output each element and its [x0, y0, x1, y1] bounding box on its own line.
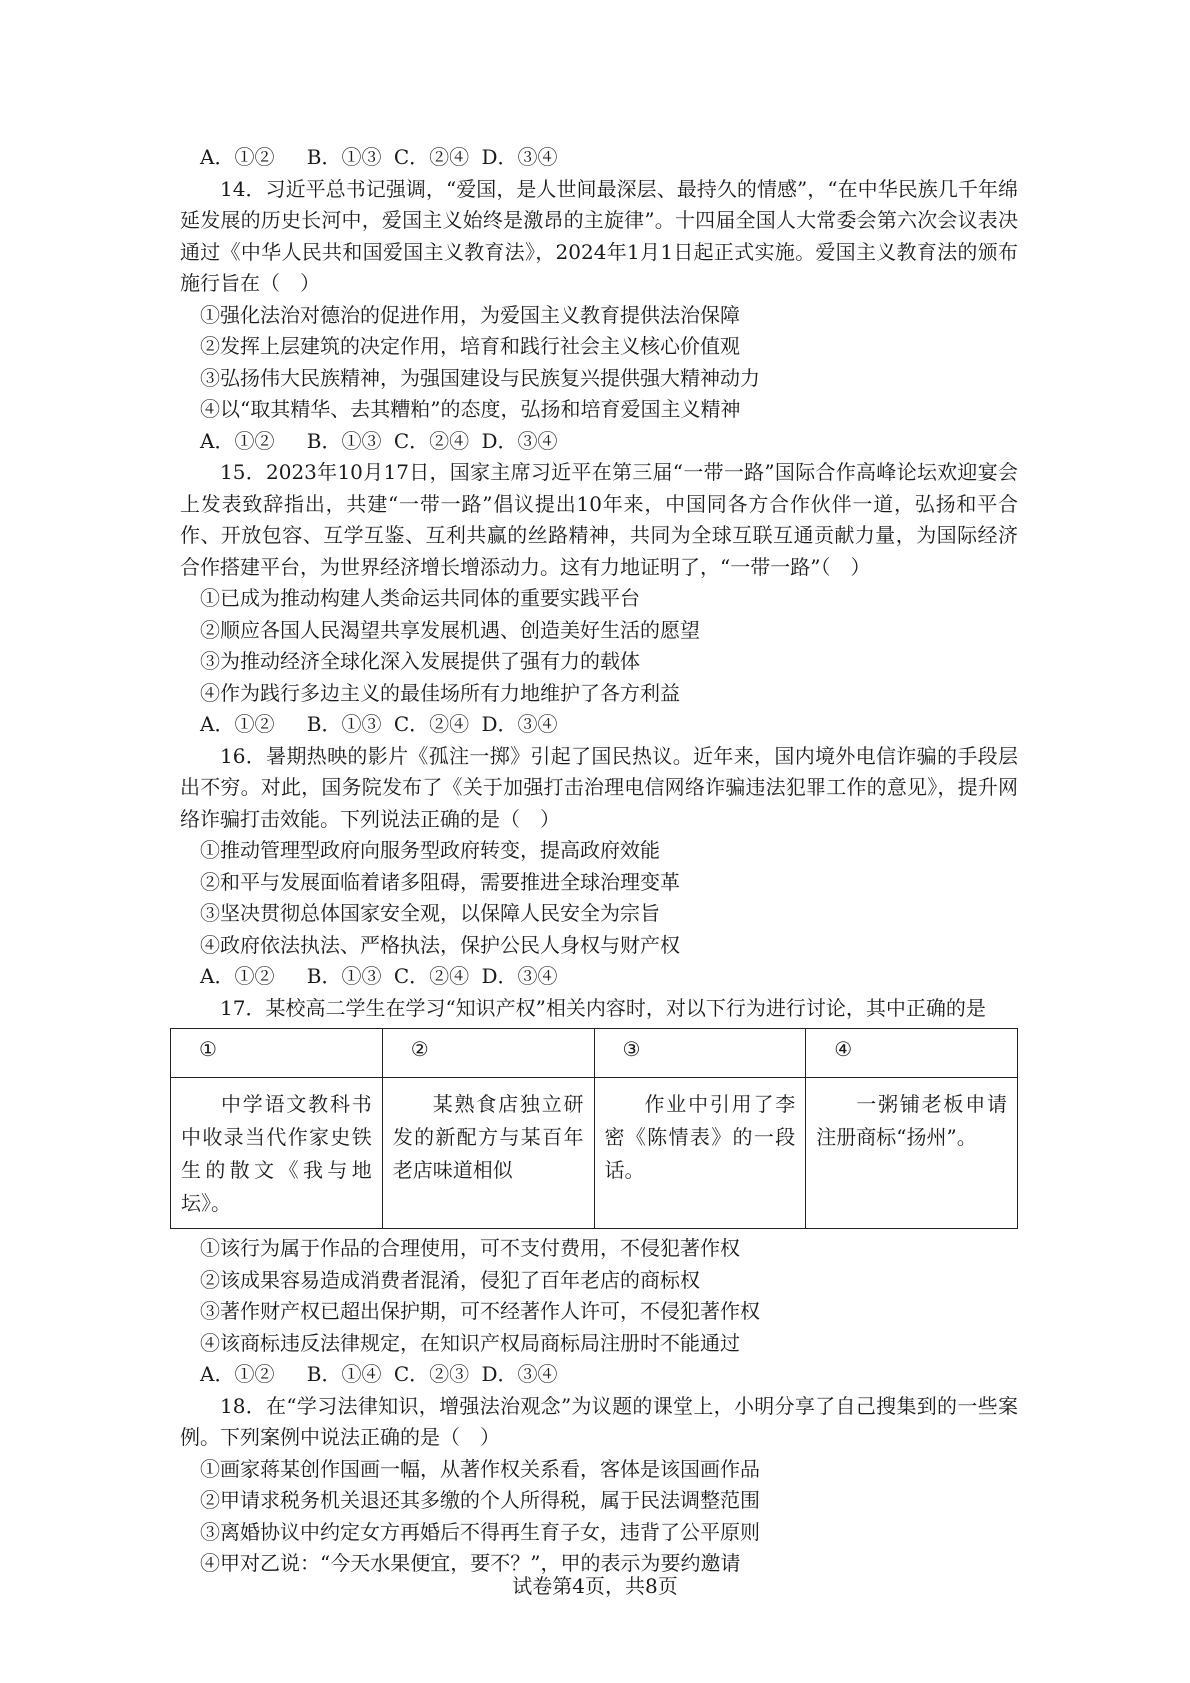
question-16-statement-1: ①推动管理型政府向服务型政府转变，提高政府效能 [200, 838, 660, 862]
question-17-statement-3: ③著作财产权已超出保护期，可不经著作人许可，不侵犯著作权 [200, 1299, 760, 1323]
table-row [171, 1078, 1018, 1229]
question-18-stem: 18．在“学习法律知识，增强法治观念”为议题的课堂上，小明分享了自己搜集到的一些案例。下列案例中说法正确的是（ ） [180, 1393, 1018, 1449]
question-17-stem: 17．某校高二学生在学习“知识产权”相关内容时，对以下行为进行讨论，其中正确的是 [220, 995, 986, 1020]
question-14-statement-2: ②发挥上层建筑的决定作用，培育和践行社会主义核心价值观 [200, 334, 740, 358]
question-17-statement-4: ④该商标违反法律规定，在知识产权局商标局注册时不能通过 [200, 1330, 740, 1355]
table-cell-4 [806, 1078, 1018, 1229]
question-14-stem: 14．习近平总书记强调，“爱国，是人世间最深层、最持久的情感”，“在中华民族几千年绵延发展的历史长河中，爱国主义始终是激昂的主旋律”。十四届全国人大常委会第六次会议表决通过《中华人民共和国爱国主义教育法》，2024年1月1日起正式实施。爱国主义教育法的颁布施行旨在（ ） [180, 176, 1018, 295]
question-14-choices: A．①② B．①③ C．②④ D．③④ [200, 428, 558, 453]
question-14-statement-1: ①强化法治对德治的促进作用，为爱国主义教育提供法治保障 [200, 302, 740, 327]
table-cell-1-text: 中学语文教科书中收录当代作家史铁生的散文《我与地坛》。 [181, 1092, 372, 1215]
table-cell-3 [594, 1078, 806, 1229]
question-14-statement-3: ③弘扬伟大民族精神，为强国建设与民族复兴提供强大精神动力 [200, 365, 760, 390]
question-14 [180, 174, 1018, 458]
table-cell-4-text: 一粥铺老板申请注册商标“扬州”。 [816, 1092, 1007, 1149]
question-17-choices: A．①② B．①④ C．②③ D．③④ [200, 1362, 558, 1386]
table-header-cell-1: ① [171, 1029, 383, 1078]
question-15-statement-1: ①已成为推动构建人类命运共同体的重要实践平台 [200, 586, 640, 610]
question-17-statement-1: ①该行为属于作品的合理使用，可不支付费用，不侵犯著作权 [200, 1236, 740, 1260]
question-18 [180, 1391, 1018, 1580]
question-18-statement-3: ③离婚协议中约定女方再婚后不得再生育子女，违背了公平原则 [200, 1519, 760, 1544]
question-18-statement-4: ④甲对乙说：“今天水果便宜，要不？”，甲的表示为要约邀请 [200, 1551, 741, 1575]
table-cell-1 [171, 1078, 383, 1229]
question-14-statement-4: ④以“取其精华、去其糟粕”的态度，弘扬和培育爱国主义精神 [200, 397, 741, 421]
table-header-cell-4: ④ [806, 1029, 1018, 1078]
question-16-stem: 16．暑期热映的影片《孤注一掷》引起了国民热议。近年来，国内境外电信诈骗的手段层出不穷。对此，国务院发布了《关于加强打击治理电信网络诈骗违法犯罪工作的意见》，提升网络诈骗打击效能。下列说法正确的是（ ） [180, 743, 1018, 831]
question-15-statement-3: ③为推动经济全球化深入发展提供了强有力的载体 [200, 649, 640, 673]
table-cell-3-text: 作业中引用了李密《陈情表》的一段话。 [604, 1092, 796, 1182]
question-18-statement-1: ①画家蒋某创作国画一幅，从著作权关系看，客体是该国画作品 [200, 1456, 760, 1481]
question-15-stem: 15．2023年10月17日，国家主席习近平在第三届“一带一路”国际合作高峰论坛欢迎宴会上发表致辞指出，共建“一带一路”倡议提出10年来，中国同各方合作伙伴一道，弘扬和平合作、开放包容、互学互鉴、互利共赢的丝路精神，共同为全球互联互通贡献力量，为国际经济合作搭建平台，为世界经济增长增添动力。这有力地证明了，“一带一路”（ ） [180, 460, 1018, 579]
page-content [180, 142, 1018, 1580]
question-15-statement-4: ④作为践行多边主义的最佳场所有力地维护了各方利益 [200, 680, 680, 705]
question-16-statement-3: ③坚决贯彻总体国家安全观，以保障人民安全为宗旨 [200, 901, 660, 925]
question-16-statement-4: ④政府依法执法、严格执法，保护公民人身权与财产权 [200, 932, 680, 957]
question-18-statement-2: ②甲请求税务机关退还其多缴的个人所得税，属于民法调整范围 [200, 1488, 760, 1512]
question-17 [180, 993, 1018, 1391]
question-15-statement-2: ②顺应各国人民渴望共享发展机遇、创造美好生活的愿望 [200, 617, 700, 642]
question-16 [180, 741, 1018, 993]
question-16-choices: A．①② B．①③ C．②④ D．③④ [200, 964, 558, 988]
table-header-cell-2: ② [382, 1029, 594, 1078]
table-cell-2 [382, 1078, 594, 1229]
page-footer: 试卷第4页，共8页 [512, 1574, 678, 1598]
table-cell-2-text: 某熟食店独立研发的新配方与某百年老店味道相似 [392, 1092, 584, 1182]
question-17-statement-2: ②该成果容易造成消费者混淆，侵犯了百年老店的商标权 [200, 1267, 700, 1292]
q13-choices: A．①② B．①③ C．②④ D．③④ [200, 145, 558, 169]
question-16-statement-2: ②和平与发展面临着诸多阻碍，需要推进全球治理变革 [200, 869, 680, 894]
question-15 [180, 457, 1018, 741]
table-header-row [171, 1029, 1018, 1078]
question-15-choices: A．①② B．①③ C．②④ D．③④ [200, 712, 558, 736]
ip-cases-table [170, 1028, 1018, 1229]
table-header-cell-3: ③ [594, 1029, 806, 1078]
